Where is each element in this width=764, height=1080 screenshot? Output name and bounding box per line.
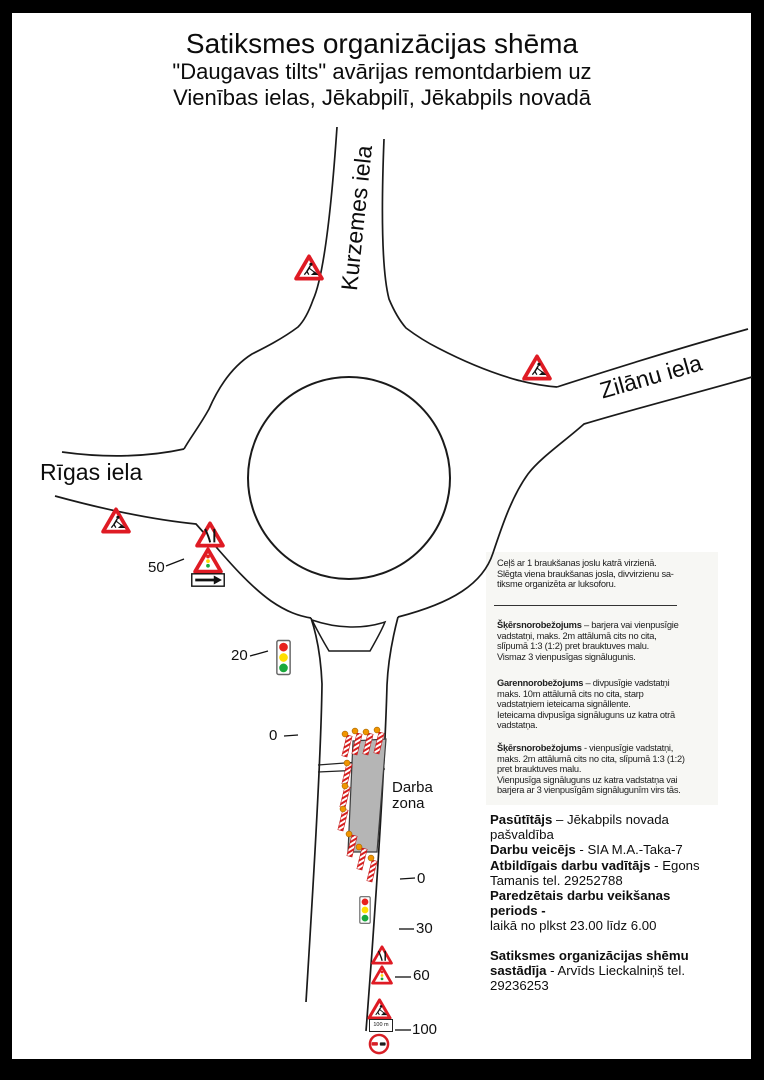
- barrier-post-icon: [367, 860, 377, 882]
- credit-bold: Darbu veicējs: [490, 842, 576, 858]
- traffic-light-icon: [277, 640, 290, 674]
- note-block-cross-barrier-2: [497, 743, 737, 796]
- roadworks-sign-icon: [296, 256, 322, 278]
- credit-bold: Atbildīgais darbu vadītājs: [490, 857, 651, 873]
- credit-line: [490, 918, 758, 933]
- credit-line: [490, 858, 758, 873]
- notes-divider-line: [494, 605, 677, 606]
- traffic-light-icon: [360, 897, 370, 924]
- credit-line: [490, 948, 758, 963]
- note-lead: Garennorobežojums: [497, 678, 584, 688]
- credit-text: laikā no plkst 23.00 līdz 6.00: [490, 918, 657, 934]
- barrier-post-icon: [342, 735, 352, 757]
- credits-block: [490, 812, 758, 993]
- road-narrows-sign-icon: [373, 947, 392, 963]
- signal-lamp-icon: [352, 728, 358, 734]
- credit-text: pašvaldība: [490, 827, 554, 843]
- note-line: [497, 678, 737, 689]
- page-title: [0, 28, 764, 111]
- title-line-2: "Daugavas tilts" avārijas remontdarbiem uz: [172, 59, 592, 84]
- note-line: Vismaz 3 vienpusīgas signālugunis.: [497, 651, 636, 662]
- credit-bold: periods -: [490, 903, 546, 919]
- note-line: [497, 743, 737, 754]
- no-overtaking-sign-icon: [370, 1035, 388, 1053]
- credit-bold: Paredzētais darbu veikšanas: [490, 888, 671, 904]
- note-line: [497, 620, 737, 631]
- signal-lamp-icon: [363, 729, 369, 735]
- road-narrows-sign-icon: [197, 523, 223, 545]
- credit-line: [490, 873, 758, 888]
- note-rest: - vienpusīgie vadstatņi,: [581, 743, 674, 753]
- title-line-1: Satiksmes organizācijas shēma: [185, 28, 579, 59]
- credit-bold: sastādīja: [490, 962, 547, 978]
- credit-text: 29236253: [490, 978, 549, 994]
- signal-lamp-icon: [342, 783, 348, 789]
- roadworks-sign-icon: [369, 1000, 390, 1018]
- credit-text: - Egons: [650, 857, 700, 873]
- splitter-island: [312, 620, 385, 651]
- barrier-post-icon: [340, 786, 350, 808]
- credit-text: - Arvīds Lieckalniņš tel.: [546, 962, 685, 978]
- distance-marker-30: 30: [416, 920, 433, 937]
- distance-marker-0-right: 0: [417, 870, 426, 887]
- work-zone-label: Darba zona: [392, 779, 433, 812]
- credit-text: – Jēkabpils novada: [552, 812, 669, 827]
- note-line: Ceļš ar 1 braukšanas joslu katrā virzienā.: [497, 558, 657, 568]
- credit-text: Tamanis tel. 29252788: [490, 872, 623, 888]
- distance-marker-50: 50: [148, 559, 165, 576]
- note-line: slīpumā 1:3 (1:2) pret brauktuves malu.: [497, 641, 649, 652]
- kurzemes-road-right-edge: [382, 139, 557, 387]
- distance-marker-60: 60: [413, 967, 430, 984]
- signal-lamp-icon: [342, 731, 348, 737]
- roadworks-sign-icon: [524, 356, 550, 378]
- note-line: Vienpusīga signāluguns uz katra vadstatņa vai: [497, 774, 678, 785]
- note-line: maks. 2m attālumā cits no cita, slīpumā 1:3 (1:2): [497, 753, 685, 764]
- signal-lamp-icon: [340, 806, 346, 812]
- street-label-kurzemes: Kurzemes iela: [335, 144, 378, 292]
- note-line: maks. 10m attālumā cits no cita, starp: [497, 688, 644, 699]
- credit-line: [490, 963, 758, 978]
- note-line: vadstatņiem ieteicama signāllente.: [497, 699, 631, 710]
- credit-line: [490, 812, 758, 827]
- credit-line: [490, 842, 758, 857]
- note-lead: Šķērsnorobežojums: [497, 743, 582, 753]
- signal-lamp-icon: [368, 855, 374, 861]
- distance-marker-0-left: 0: [269, 727, 278, 744]
- note-line: barjera ar 3 vienpusīgām signālugunīm virs tās.: [497, 785, 681, 796]
- note-block-longitudinal-barrier: [497, 678, 737, 731]
- credit-bold: Satiksmes organizācijas shēmu: [490, 947, 689, 963]
- note-line: Slēgta viena braukšanas josla, divvirzienu sa-: [497, 568, 674, 579]
- distance-marker-20: 20: [231, 647, 248, 664]
- note-line: vadstatņa.: [497, 720, 538, 731]
- signal-lamp-icon: [346, 831, 352, 837]
- credit-bold: Pasūtītājs: [490, 812, 553, 827]
- vienibas-road-left-edge: [306, 618, 322, 1002]
- title-line-3: Vienības ielas, Jēkabpilī, Jēkabpils novadā: [173, 85, 591, 110]
- note-block-lane-closure: [497, 558, 737, 590]
- note-lead: Šķērsnorobežojums: [497, 620, 582, 630]
- signal-lamp-icon: [344, 760, 350, 766]
- note-rest: – barjera vai vienpusīgie: [581, 620, 679, 630]
- street-label-rigas: Rīgas iela: [40, 459, 143, 485]
- barrier-post-icon: [338, 809, 348, 831]
- direction-arrow-sign-icon: [192, 574, 224, 586]
- traffic-signal-ahead-sign-icon: [373, 967, 392, 983]
- rigas-road-upper-edge: [62, 449, 184, 456]
- credit-line: [490, 978, 758, 993]
- credit-line: [490, 888, 758, 903]
- note-line: vadstatņi, maks. 2m attālumā cits no cita,: [497, 630, 657, 641]
- signal-lamp-icon: [374, 727, 380, 733]
- note-block-cross-barrier: [497, 620, 737, 662]
- note-rest: – divpusīgie vadstatņi: [583, 678, 670, 688]
- signal-lamp-icon: [356, 844, 362, 850]
- note-line: pret brauktuves malu.: [497, 764, 582, 775]
- credit-line: [490, 903, 758, 918]
- note-line: Ieteicama divpusīga signāluguns uz katra otrā: [497, 709, 675, 720]
- credit-line: [490, 827, 758, 842]
- note-line: tiksme organizēta ar luksoforu.: [497, 579, 616, 590]
- street-label-zilanu: Zilānu iela: [596, 349, 705, 404]
- distance-plate-100m: 100 m: [369, 1019, 393, 1032]
- distance-marker-100: 100: [412, 1021, 438, 1038]
- roundabout-central-island: [248, 377, 450, 579]
- credit-text: - SIA M.A.-Taka-7: [575, 842, 683, 858]
- traffic-signal-ahead-sign-icon: [195, 549, 221, 571]
